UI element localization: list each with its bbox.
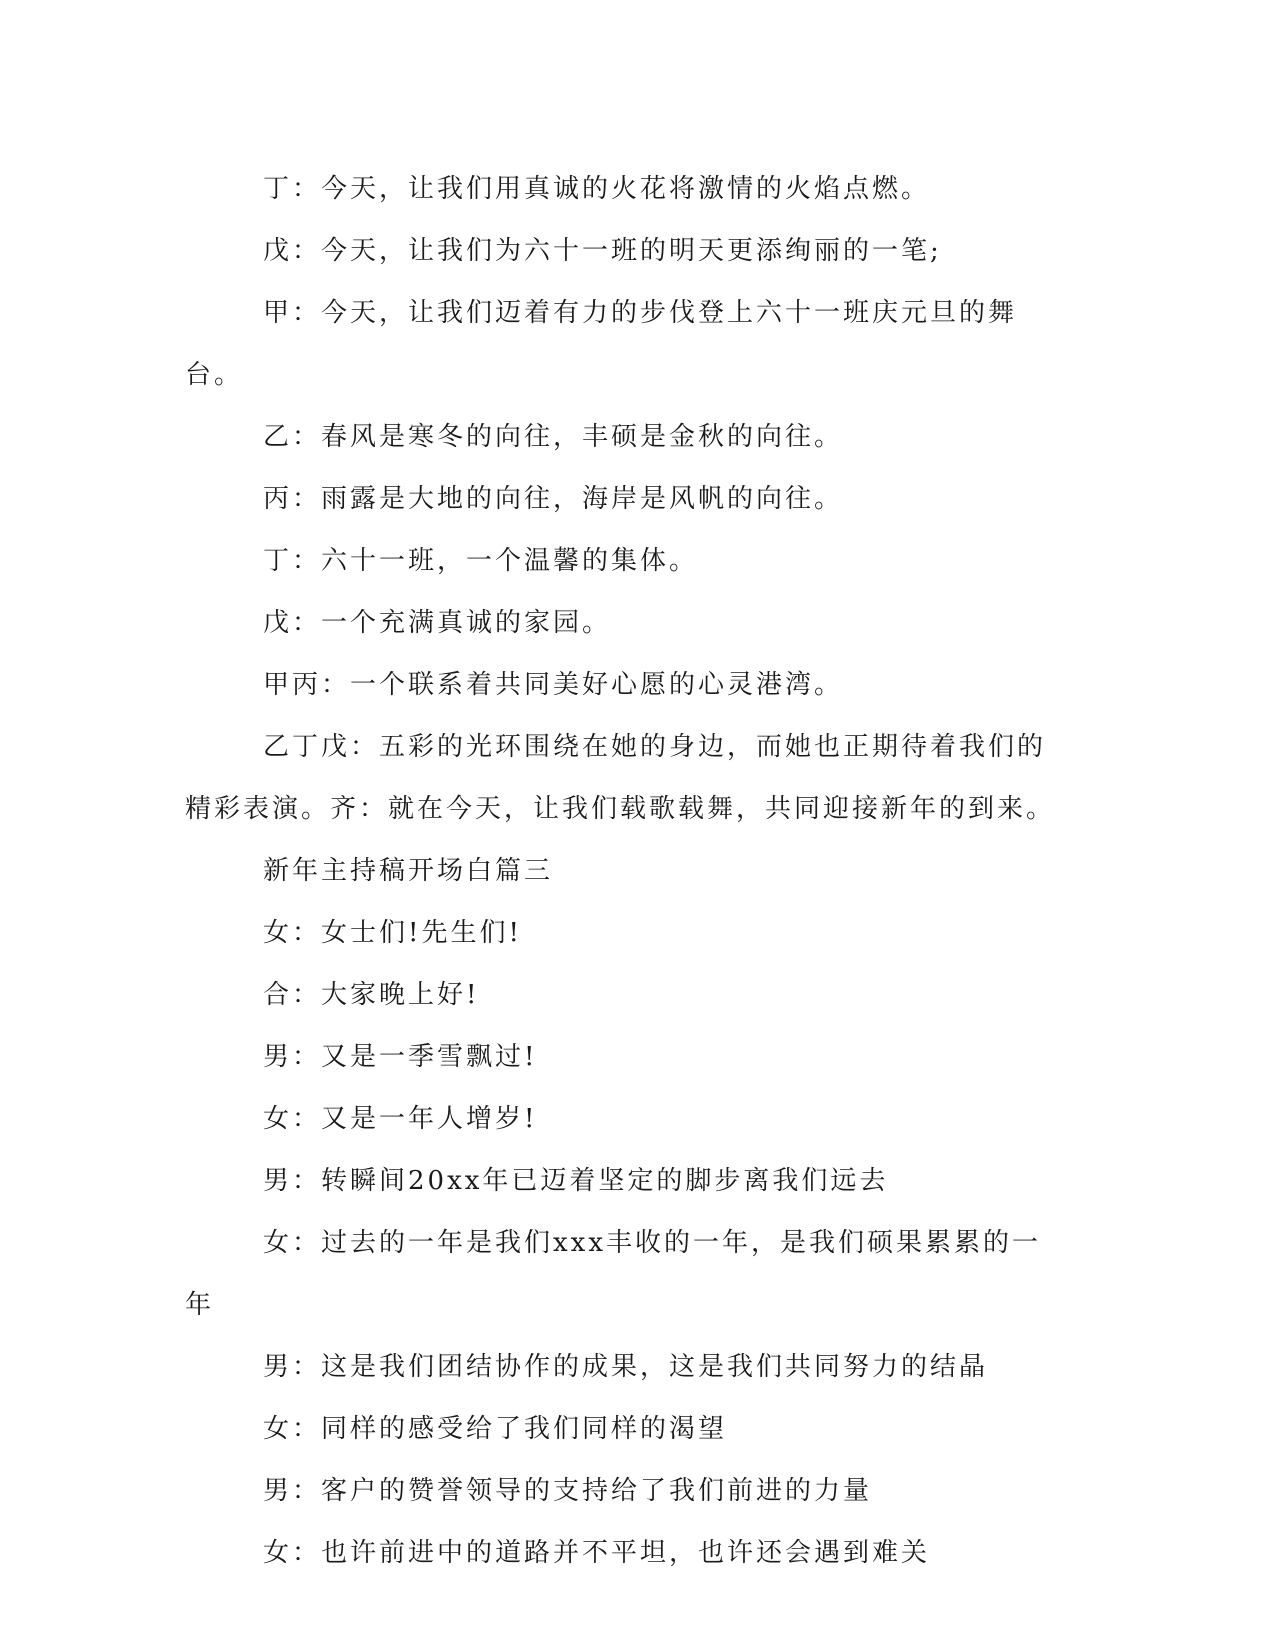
paragraph: 丁：今天，让我们用真诚的火花将激情的火焰点燃。 [263,174,931,204]
paragraph: 女：过去的一年是我们xxx丰收的一年，是我们硕果累累的一年 [185,1228,1041,1320]
document-body [185,158,1065,1584]
paragraph: 戊：今天，让我们为六十一班的明天更添绚丽的一笔; [263,236,942,266]
paragraph: 丙：雨露是大地的向往，海岸是风帆的向往。 [263,484,844,514]
paragraph: 乙：春风是寒冬的向往，丰硕是金秋的向往。 [263,422,844,452]
paragraph: 女：又是一年人增岁! [263,1104,538,1134]
paragraph: 女：同样的感受给了我们同样的渴望 [263,1414,728,1444]
paragraph: 男：又是一季雪飘过! [263,1042,538,1072]
paragraph: 女：也许前进中的道路并不平坦，也许还会遇到难关 [263,1538,931,1568]
paragraph: 乙丁戊：五彩的光环围绕在她的身边，而她也正期待着我们的精彩表演。齐：就在今天，让我们载歌载舞，共同迎接新年的到来。 [185,732,1056,824]
section-heading: 新年主持稿开场白篇三 [263,856,554,886]
paragraph: 戊：一个充满真诚的家园。 [263,608,612,638]
paragraph: 男：转瞬间20xx年已迈着坚定的脚步离我们远去 [263,1166,889,1196]
paragraph: 合：大家晚上好! [263,980,480,1010]
paragraph: 丁：六十一班，一个温馨的集体。 [263,546,699,576]
paragraph: 女：女士们!先生们! [263,918,522,948]
paragraph: 男：这是我们团结协作的成果，这是我们共同努力的结晶 [263,1352,989,1382]
paragraph: 甲：今天，让我们迈着有力的步伐登上六十一班庆元旦的舞台。 [185,298,1018,390]
paragraph: 甲丙：一个联系着共同美好心愿的心灵港湾。 [263,670,844,700]
paragraph: 男：客户的赞誉领导的支持给了我们前进的力量 [263,1476,873,1506]
